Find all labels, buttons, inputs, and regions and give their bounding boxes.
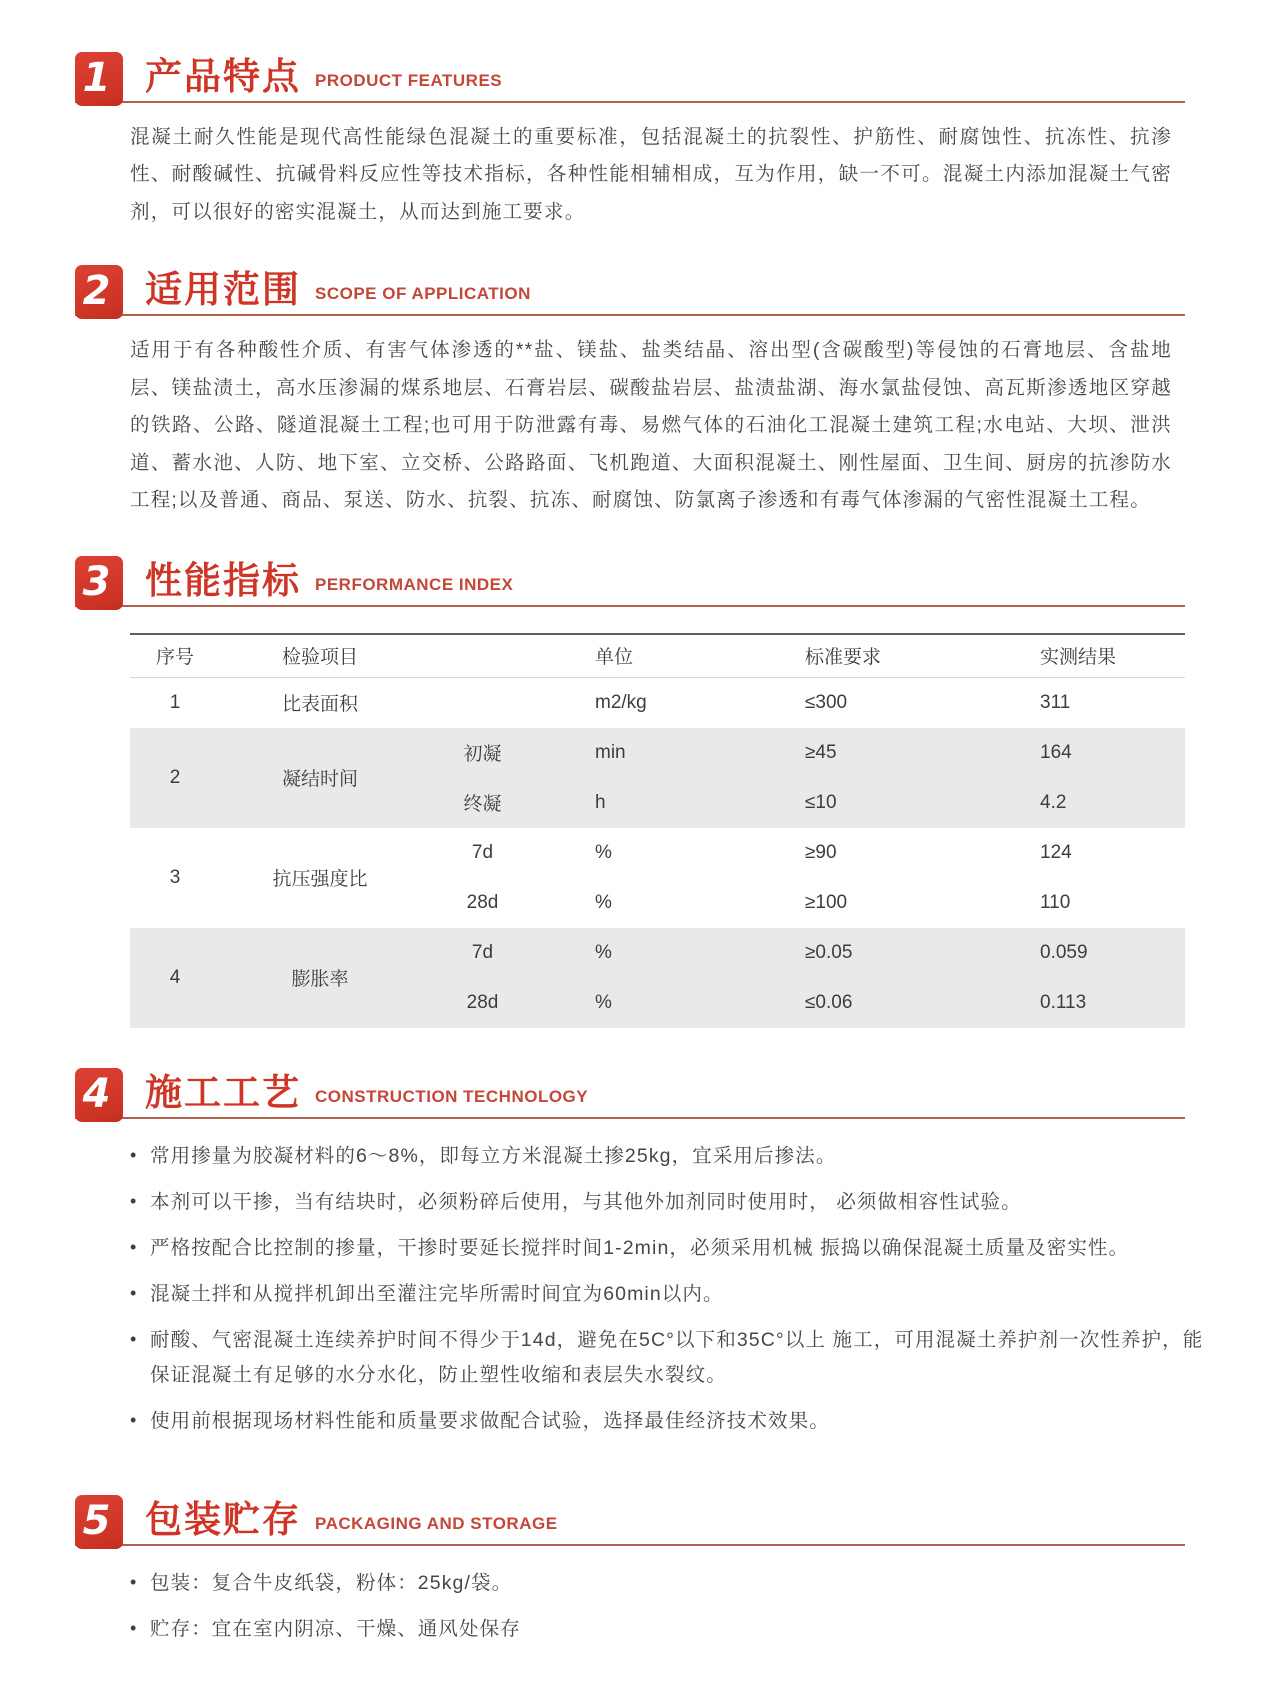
cell-cond: 28d bbox=[466, 991, 499, 1013]
table-row-group bbox=[130, 928, 1185, 1028]
cell-result: 0.113 bbox=[1040, 991, 1087, 1013]
section-scope-of-application bbox=[75, 265, 1185, 519]
cell-item: 比表面积 bbox=[281, 694, 358, 715]
table-row-group bbox=[130, 678, 1185, 728]
section-number: 3 bbox=[82, 558, 111, 605]
section-title-en: PACKAGING AND STORAGE bbox=[315, 1514, 558, 1534]
cell-unit: % bbox=[595, 991, 612, 1013]
cell-unit: h bbox=[595, 791, 606, 813]
section-title-zh: 产品特点 bbox=[145, 56, 301, 97]
cell-result: 0.059 bbox=[1040, 941, 1088, 963]
construction-bullet-list bbox=[130, 1139, 1205, 1440]
cell-no: 2 bbox=[169, 766, 181, 788]
col-header-cond bbox=[420, 635, 545, 677]
cell-standard: ≥90 bbox=[805, 841, 837, 863]
section-paragraph: 适用于有各种酸性介质、有害气体渗透的**盐、镁盐、盐类结晶、溶出型(含碳酸型)等侵蚀的石膏地层、含盐地层、镁盐渍土，高水压渗漏的煤系地层、石膏岩层、碳酸盐岩层、盐渍盐湖、海水氯盐侵蚀、高瓦斯渗透地区穿越的铁路、公路、隧道混凝土工程;也可用于防泄露有毒、易燃气体的石油化工混凝土建筑工程;水电站、大坝、泄洪道、蓄水池、人防、地下室、立交桥、公路路面、飞机跑道、大面积混凝土、刚性屋面、卫生间、厨房的抗渗防水工程;以及普通、商品、泵送、防水、抗裂、抗冻、耐腐蚀、防氯离子渗透和有毒气体渗漏的气密性混凝土工程。 bbox=[130, 339, 1172, 512]
cell-standard: ≥45 bbox=[805, 741, 837, 763]
cell-cond: 7d bbox=[471, 841, 494, 863]
section-title-en: SCOPE OF APPLICATION bbox=[315, 284, 531, 304]
cell-no: 1 bbox=[169, 691, 181, 713]
cell-cond: 初凝 bbox=[463, 744, 502, 765]
col-header-no: 序号 bbox=[155, 647, 194, 668]
cell-result: 4.2 bbox=[1040, 791, 1067, 813]
cell-standard: ≥0.05 bbox=[805, 941, 853, 963]
table-row-group bbox=[130, 728, 1185, 828]
col-header-standard: 标准要求 bbox=[805, 647, 882, 668]
section-construction-technology bbox=[75, 1068, 1204, 1440]
col-header-unit: 单位 bbox=[595, 647, 634, 668]
cell-cond: 28d bbox=[466, 891, 499, 913]
section-header bbox=[75, 52, 1185, 103]
cell-result: 164 bbox=[1040, 741, 1072, 763]
section-title-zh: 适用范围 bbox=[145, 269, 301, 311]
cell-cond bbox=[420, 678, 545, 728]
cell-item: 凝结时间 bbox=[281, 769, 358, 790]
section-header bbox=[75, 1068, 1185, 1119]
table-header-row bbox=[130, 633, 1185, 678]
section-number-badge bbox=[75, 556, 123, 610]
bullet-item: • 包装：复合牛皮纸袋，粉体：25kg/袋。 bbox=[130, 1566, 1205, 1601]
cell-result: 311 bbox=[1040, 691, 1071, 713]
cell-standard: ≤300 bbox=[805, 691, 848, 713]
cell-no: 3 bbox=[169, 866, 181, 888]
section-number: 4 bbox=[82, 1070, 111, 1117]
section-paragraph: 混凝土耐久性能是现代高性能绿色混凝土的重要标准，包括混凝土的抗裂性、护筋性、耐腐蚀性、抗冻性、抗渗性、耐酸碱性、抗碱骨料反应性等技术指标，各种性能相辅相成，互为作用，缺一不可。混凝土内添加混凝土气密剂，可以很好的密实混凝土，从而达到施工要求。 bbox=[130, 126, 1172, 223]
cell-unit: % bbox=[595, 841, 612, 863]
performance-table bbox=[130, 633, 1185, 1028]
packaging-bullet-list bbox=[130, 1566, 1205, 1647]
table-row-group bbox=[130, 828, 1185, 928]
cell-standard: ≤10 bbox=[805, 791, 837, 813]
section-number-badge bbox=[75, 265, 123, 319]
cell-result: 110 bbox=[1040, 891, 1071, 913]
bullet-item: • 耐酸、气密混凝土连续养护时间不得少于14d，避免在5C°以下和35C°以上 施工，可用混凝土养护剂一次性养护，能保证混凝土有足够的水分水化，防止塑性收缩和表层失水裂纹。 bbox=[130, 1323, 1205, 1393]
section-title-zh: 施工工艺 bbox=[145, 1071, 301, 1113]
bullet-item: • 严格按配合比控制的掺量，干掺时要延长搅拌时间1-2min，必须采用机械 振捣以确保混凝土质量及密实性。 bbox=[130, 1231, 1205, 1266]
section-title-en: PRODUCT FEATURES bbox=[315, 71, 503, 90]
section-title-en: PERFORMANCE INDEX bbox=[315, 574, 514, 594]
cell-standard: ≤0.06 bbox=[805, 991, 853, 1013]
cell-item: 膨胀率 bbox=[291, 969, 349, 990]
section-number-badge bbox=[75, 1495, 123, 1549]
section-header bbox=[75, 1495, 1185, 1546]
cell-no: 4 bbox=[169, 966, 181, 988]
cell-unit: min bbox=[595, 741, 626, 763]
section-product-features bbox=[75, 52, 1185, 231]
section-number: 1 bbox=[82, 55, 111, 101]
bullet-item: • 常用掺量为胶凝材料的6～8%，即每立方米混凝土掺25kg，宜采用后掺法。 bbox=[130, 1139, 1205, 1174]
bullet-item: • 本剂可以干掺，当有结块时，必须粉碎后使用，与其他外加剂同时使用时， 必须做相容性试验。 bbox=[130, 1185, 1205, 1220]
col-header-item: 检验项目 bbox=[281, 647, 358, 668]
cell-result: 124 bbox=[1040, 841, 1072, 863]
section-performance-index bbox=[75, 556, 1185, 1028]
section-title-zh: 包装贮存 bbox=[145, 1499, 301, 1541]
section-title-en: CONSTRUCTION TECHNOLOGY bbox=[315, 1086, 589, 1106]
section-header bbox=[75, 556, 1185, 607]
bullet-item: • 贮存：宜在室内阴凉、干燥、通风处保存 bbox=[130, 1612, 1205, 1647]
section-number-badge bbox=[75, 1068, 123, 1122]
col-header-result: 实测结果 bbox=[1040, 647, 1117, 668]
cell-unit: m2/kg bbox=[595, 691, 647, 713]
cell-unit: % bbox=[595, 891, 612, 913]
cell-standard: ≥100 bbox=[805, 891, 848, 913]
bullet-item: • 混凝土拌和从搅拌机卸出至灌注完毕所需时间宜为60min以内。 bbox=[130, 1277, 1205, 1312]
cell-cond: 终凝 bbox=[463, 794, 502, 815]
section-packaging-and-storage bbox=[75, 1495, 1185, 1647]
section-number: 5 bbox=[82, 1498, 111, 1545]
section-number: 2 bbox=[82, 268, 111, 315]
section-number-badge bbox=[75, 52, 123, 106]
cell-cond: 7d bbox=[471, 941, 494, 963]
section-title-zh: 性能指标 bbox=[145, 559, 301, 601]
bullet-item: • 使用前根据现场材料性能和质量要求做配合试验，选择最佳经济技术效果。 bbox=[130, 1404, 1205, 1439]
section-header bbox=[75, 265, 1185, 316]
cell-item: 抗压强度比 bbox=[272, 869, 368, 890]
cell-unit: % bbox=[595, 941, 612, 963]
